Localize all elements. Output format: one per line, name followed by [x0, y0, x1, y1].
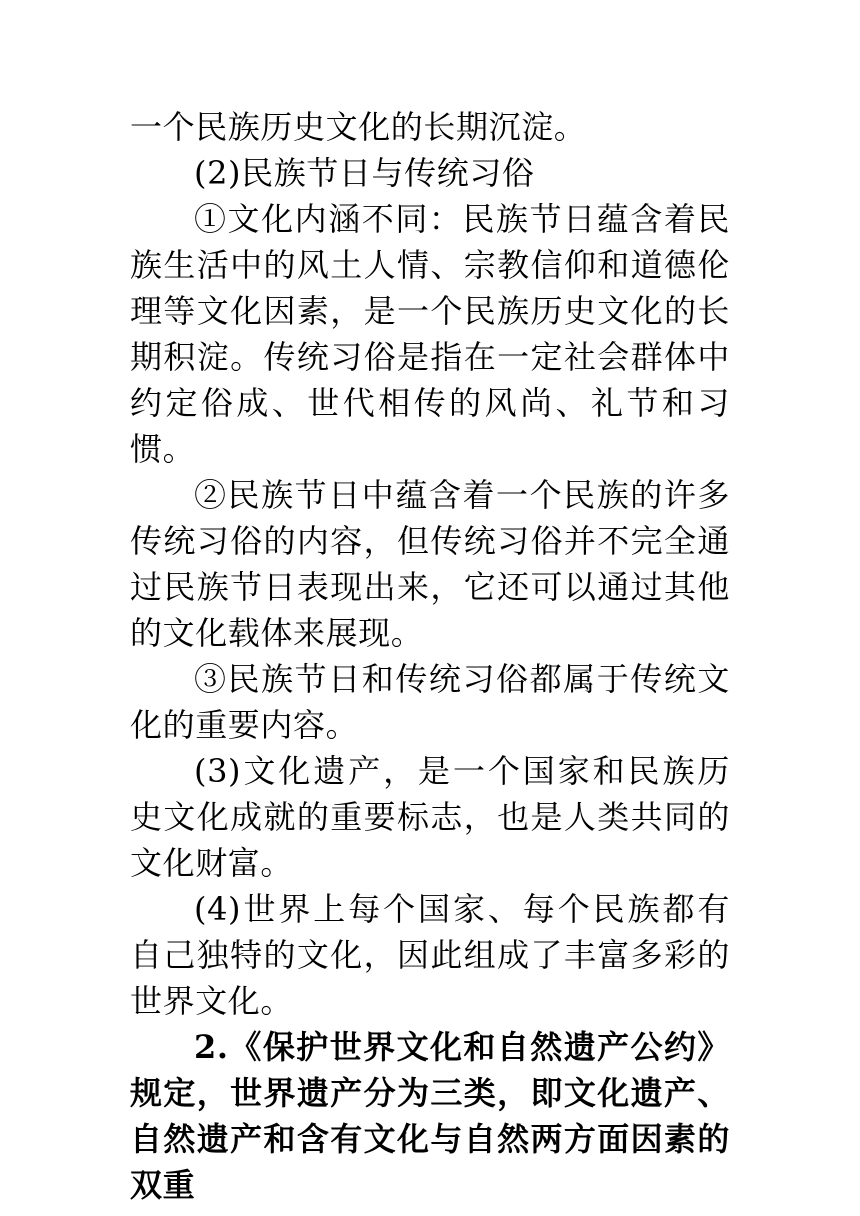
paragraph-section-4: (4)世界上每个国家、每个民族都有自己独特的文化，因此组成了丰富多彩的世界文化。: [130, 890, 730, 1020]
paragraph-section-3: (3)文化遗产，是一个国家和民族历史文化成就的重要标志，也是人类共同的文化财富。: [130, 752, 730, 882]
paragraph-point-2: ②民族节日中蕴含着一个民族的许多传统习俗的内容，但传统习俗并不完全通过民族节日表现出来，它还可以通过其他的文化载体来展现。: [130, 476, 730, 652]
paragraph-point-1: ①文化内涵不同：民族节日蕴含着民族生活中的风土人情、宗教信仰和道德伦理等文化因素，是一个民族历史文化的长期积淀。传统习俗是指在一定社会群体中约定俗成、世代相传的风尚、礼节和习惯。: [130, 200, 730, 468]
document-body: [130, 104, 730, 1208]
paragraph-item-2-bold: 2.《保护世界文化和自然遗产公约》规定，世界遗产分为三类，即文化遗产、自然遗产和含有文化与自然两方面因素的双重: [130, 1028, 730, 1204]
paragraph-section-2-heading: (2)民族节日与传统习俗: [194, 154, 535, 192]
paragraph-point-3: ③民族节日和传统习俗都属于传统文化的重要内容。: [130, 660, 730, 744]
paragraph-continuation: 一个民族历史文化的长期沉淀。: [130, 108, 587, 146]
